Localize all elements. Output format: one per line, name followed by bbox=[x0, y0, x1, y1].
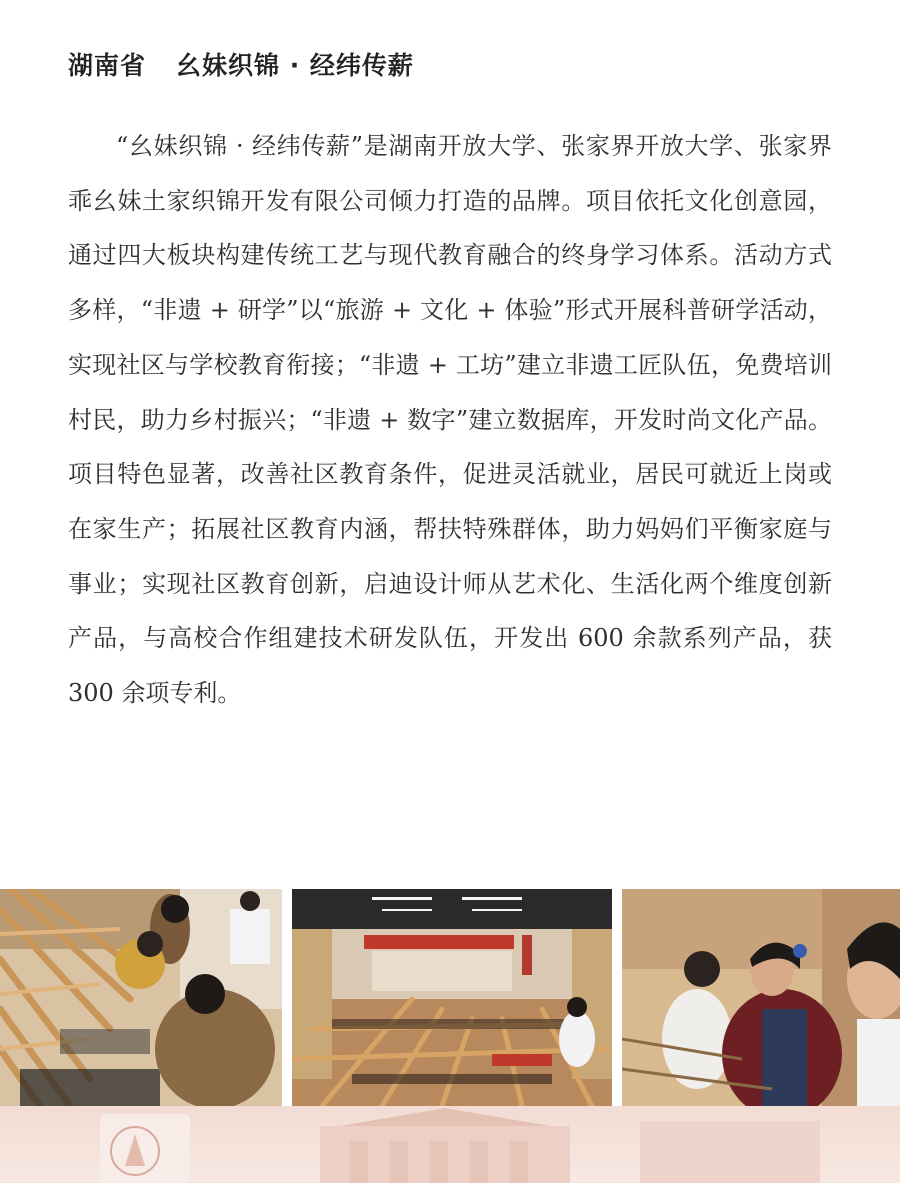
page-title bbox=[68, 46, 414, 82]
project-name: 幺妹织锦 · 经纬传薪 bbox=[176, 51, 414, 80]
weaving-hall-photo bbox=[292, 889, 612, 1106]
elder-weaver-photo bbox=[622, 889, 900, 1106]
bottom-decorative-banner bbox=[0, 1106, 900, 1183]
project-description: “幺妹织锦 · 经纬传薪”是湖南开放大学、张家界开放大学、张家界乖幺妹土家织锦开发有限公司倾力打造的品牌。项目依托文化创意园，通过四大板块构建传统工艺与现代教育融合的终身学习体系。活动方式多样，“非遗 + 研学”以“旅游 + 文化 + 体验”形式开展科普研学活动，实现社区与学校教育衔接；“非遗 + 工坊”建立非遗工匠队伍，免费培训村民，助力乡村振兴；“非遗 + 数字”建立数据库，开发时尚文化产品。项目特色显著，改善社区教育条件，促进灵活就业，居民可就近上岗或在家生产；拓展社区教育内涵，帮扶特殊群体，助力妈妈们平衡家庭与事业；实现社区教育创新，启迪设计师从艺术化、生活化两个维度创新产品，与高校合作组建技术研发队伍，开发出 600 余款系列产品，获 300 余项专利。 bbox=[68, 132, 832, 708]
province-label: 湖南省 bbox=[68, 51, 147, 80]
weavers-at-looms-photo bbox=[0, 889, 282, 1106]
